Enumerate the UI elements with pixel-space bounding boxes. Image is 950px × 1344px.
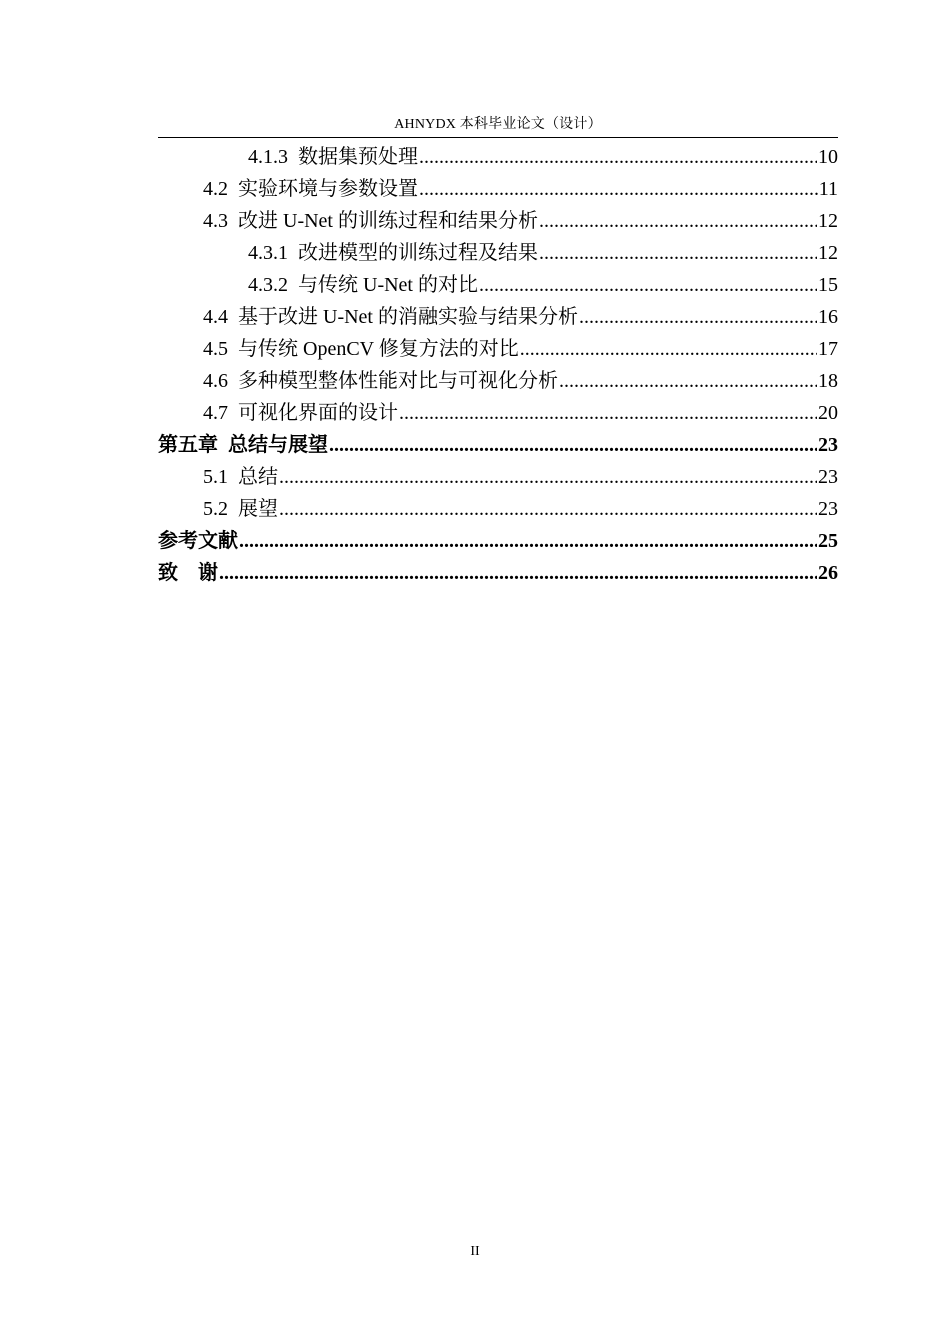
toc-entry-number: 5.1 xyxy=(203,466,228,488)
toc-entry-references[interactable] xyxy=(158,525,838,557)
page-number: II xyxy=(470,1244,480,1259)
dot-leader xyxy=(579,301,817,333)
toc-entry-4-3-1[interactable] xyxy=(158,237,838,269)
toc-entry-title: 改进模型的训练过程及结果 xyxy=(298,242,538,264)
toc-entry-page: 16 xyxy=(818,306,838,328)
toc-entry-acknowledgements[interactable] xyxy=(158,557,838,589)
toc-entry-title: 实验环境与参数设置 xyxy=(238,178,418,200)
toc-entry-4-3-2[interactable] xyxy=(158,269,838,301)
toc-entry-title: 数据集预处理 xyxy=(298,146,418,168)
dot-leader xyxy=(539,205,817,237)
dot-leader xyxy=(399,397,817,429)
dot-leader xyxy=(520,333,817,365)
toc-entry-page: 23 xyxy=(818,498,838,520)
toc-entry-title: 总结与展望 xyxy=(228,434,328,456)
toc-entry-number: 5.2 xyxy=(203,498,228,520)
toc-entry-title: 参考文献 xyxy=(158,530,238,552)
toc-entry-title: 总结 xyxy=(238,466,278,488)
toc-entry-page: 26 xyxy=(818,562,838,584)
toc-entry-number: 4.2 xyxy=(203,178,228,200)
dot-leader xyxy=(419,173,818,205)
toc-entry-title: 可视化界面的设计 xyxy=(238,402,398,424)
toc-entry-number: 4.3.1 xyxy=(248,242,288,264)
toc-entry-4-6[interactable] xyxy=(158,365,838,397)
toc-entry-page: 23 xyxy=(818,466,838,488)
toc-entry-4-3[interactable] xyxy=(158,205,838,237)
toc-entry-number: 4.4 xyxy=(203,306,228,328)
toc-entry-number: 4.3.2 xyxy=(248,274,288,296)
header-rule xyxy=(158,137,838,138)
toc-entry-title: 展望 xyxy=(238,498,278,520)
toc-entry-number: 4.6 xyxy=(203,370,228,392)
toc-entry-title: 与传统 U-Net 的对比 xyxy=(298,274,478,296)
toc-entry-5-2[interactable] xyxy=(158,493,838,525)
toc-entry-chapter-5[interactable] xyxy=(158,429,838,461)
toc-entry-page: 10 xyxy=(818,146,838,168)
toc-entry-4-1-3[interactable] xyxy=(158,141,838,173)
toc-entry-title: 多种模型整体性能对比与可视化分析 xyxy=(238,370,558,392)
toc-entry-page: 15 xyxy=(818,274,838,296)
toc-entry-title: 改进 U-Net 的训练过程和结果分析 xyxy=(238,210,538,232)
toc-entry-page: 25 xyxy=(818,530,838,552)
toc-entry-page: 18 xyxy=(818,370,838,392)
dot-leader xyxy=(279,461,817,493)
dot-leader xyxy=(279,493,817,525)
dot-leader xyxy=(559,365,817,397)
toc-entry-4-4[interactable] xyxy=(158,301,838,333)
toc-entry-page: 11 xyxy=(818,178,838,200)
toc-entry-number: 4.1.3 xyxy=(248,146,288,168)
dot-leader xyxy=(219,557,817,589)
toc-entry-number: 4.3 xyxy=(203,210,228,232)
toc-entry-5-1[interactable] xyxy=(158,461,838,493)
toc-entry-title: 基于改进 U-Net 的消融实验与结果分析 xyxy=(238,306,578,328)
toc-entry-4-5[interactable] xyxy=(158,333,838,365)
toc-entry-page: 17 xyxy=(818,338,838,360)
dot-leader xyxy=(539,237,817,269)
toc-entry-number: 4.5 xyxy=(203,338,228,360)
toc-entry-page: 12 xyxy=(818,242,838,264)
dot-leader xyxy=(419,141,817,173)
toc-entry-page: 12 xyxy=(818,210,838,232)
table-of-contents xyxy=(158,141,838,589)
toc-entry-title: 与传统 OpenCV 修复方法的对比 xyxy=(238,338,519,360)
dot-leader xyxy=(479,269,817,301)
running-header: AHNYDX 本科毕业论文（设计） xyxy=(394,117,602,132)
toc-entry-4-2[interactable] xyxy=(158,173,838,205)
toc-entry-page: 20 xyxy=(818,402,838,424)
toc-entry-number: 4.7 xyxy=(203,402,228,424)
toc-entry-4-7[interactable] xyxy=(158,397,838,429)
toc-entry-title: 致 谢 xyxy=(158,562,218,584)
dot-leader xyxy=(239,525,817,557)
toc-entry-page: 23 xyxy=(818,434,838,456)
dot-leader xyxy=(329,429,817,461)
toc-entry-number: 第五章 xyxy=(158,434,218,456)
